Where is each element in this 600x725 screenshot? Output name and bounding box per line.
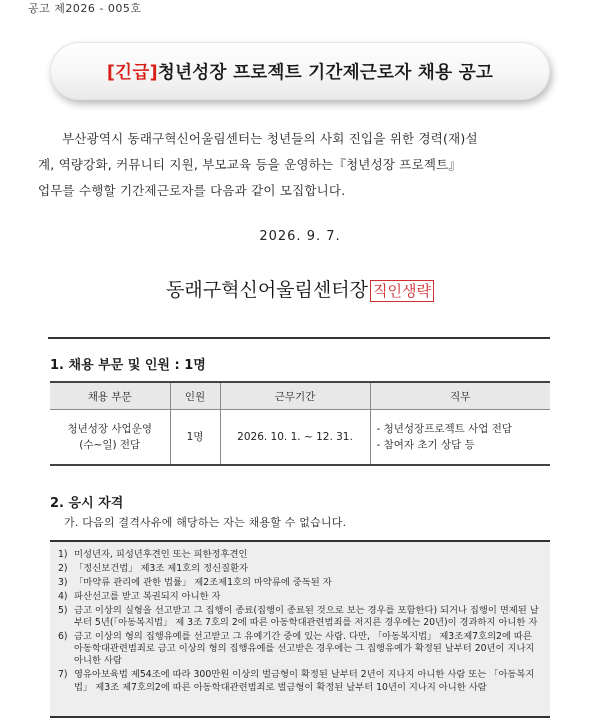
item-text: 영유아보육법 제54조에 따라 300만원 이상의 벌금형이 확정된 날부터 2년이 지나지 아니한 사람 또는 「아동복지법」 제3조 제7호의2에 따른 아동학대관련범죄로 벌금형이 확정된 날부터 10년이 지나지 아니한 사람: [74, 669, 535, 693]
cell-period: 2026. 10. 1. ~ 12. 31.: [220, 410, 370, 466]
item-number: 1): [58, 549, 68, 560]
intro-line-2: 계, 역량강화, 커뮤니티 지원, 부모교육 등을 운영하는『청년성장 프로젝트』: [38, 157, 462, 172]
list-item: [58, 605, 542, 630]
item-text: 「마약류 관리에 관한 법률」 제2조제1호의 마약류에 중독된 자: [74, 576, 332, 588]
list-item: [58, 591, 542, 603]
dept-line-2: (수~일) 전담: [79, 439, 141, 451]
item-number: 5): [58, 604, 68, 616]
cell-duty: [370, 410, 550, 466]
list-item: [58, 577, 542, 589]
document-number: 공고 제2026 - 005호: [28, 2, 142, 15]
section-divider: [48, 337, 550, 339]
intro-line-1: 부산광역시 동래구혁신어울림센터는 청년들의 사회 진입을 위한 경력(재)설: [62, 131, 478, 146]
item-number: 6): [58, 630, 68, 642]
item-text: 금고 이상의 형의 집행유예를 선고받고 그 유예기간 중에 있는 사람. 다만, 「아동복지법」 제3조제7호의2에 따른 아동학대관련범죄로 금고 이상의 형의 집행유예를 선고받은 경우에는 그 집행유예가 확정된 날부터 20년이 지나지 아니한 사람: [74, 630, 535, 667]
page-title: [107, 59, 493, 84]
intro-line-3: 업무를 수행할 기간제근로자를 다음과 같이 모집합니다.: [38, 183, 346, 198]
item-text: 금고 이상의 실형을 선고받고 그 집행이 종료(집행이 종료된 것으로 보는 경우를 포함한다) 되거나 집행이 면제된 날부터 5년(「아동복지법」 제 3조 7호의 2에 따른 아동학대관련범죄를 저지른 경우에는 20년)이 경과하지 아니한 자: [74, 604, 539, 628]
sender-name: 동래구혁신어울림센터장: [166, 279, 368, 301]
section-2-subheading: 가. 다음의 결격사유에 해당하는 자는 채용할 수 없습니다.: [64, 516, 347, 529]
section-2-heading: 2. 응시 자격: [50, 496, 124, 511]
list-item: [58, 631, 542, 668]
column-header-duty: 직무: [370, 382, 550, 410]
list-item: [58, 669, 542, 694]
column-header-count: 인원: [170, 382, 220, 410]
column-header-period: 근무기간: [220, 382, 370, 410]
item-text: 「정신보건법」 제3조 제1호의 정신질환자: [74, 562, 249, 574]
cell-dept: [50, 410, 170, 466]
recruitment-table: [50, 381, 550, 466]
item-number: 7): [58, 669, 68, 681]
disqualification-list: [58, 549, 542, 694]
item-text: 미성년자, 피성년후견인 또는 피한정후견인: [74, 549, 248, 560]
column-header-dept: 채용 부문: [50, 382, 170, 410]
table-row: [50, 410, 550, 466]
item-number: 3): [58, 576, 68, 588]
list-item: [58, 563, 542, 575]
section-1-heading: 1. 채용 부문 및 인원 : 1명: [50, 358, 206, 373]
title-text: 청년성장 프로젝트 기간제근로자 채용 공고: [157, 62, 494, 83]
table-header-row: [50, 382, 550, 410]
duty-line-1: - 청년성장프로젝트 사업 전담: [376, 423, 513, 435]
disqualification-box: [50, 540, 550, 718]
item-text: 파산선고를 받고 복권되지 아니한 자: [74, 590, 221, 602]
seal-stamp: 직인생략: [370, 280, 434, 302]
title-banner: [50, 42, 550, 100]
item-number: 2): [58, 562, 68, 574]
list-item: [58, 549, 542, 561]
urgent-tag: [긴급]: [106, 62, 158, 83]
intro-paragraph: [38, 126, 558, 204]
announcement-date: 2026. 9. 7.: [259, 229, 341, 244]
duty-line-2: - 참여자 초기 상담 등: [376, 439, 475, 451]
dept-line-1: 청년성장 사업운영: [67, 423, 152, 435]
sender-block: [0, 275, 600, 302]
cell-count: 1명: [170, 410, 220, 466]
item-number: 4): [58, 590, 68, 602]
